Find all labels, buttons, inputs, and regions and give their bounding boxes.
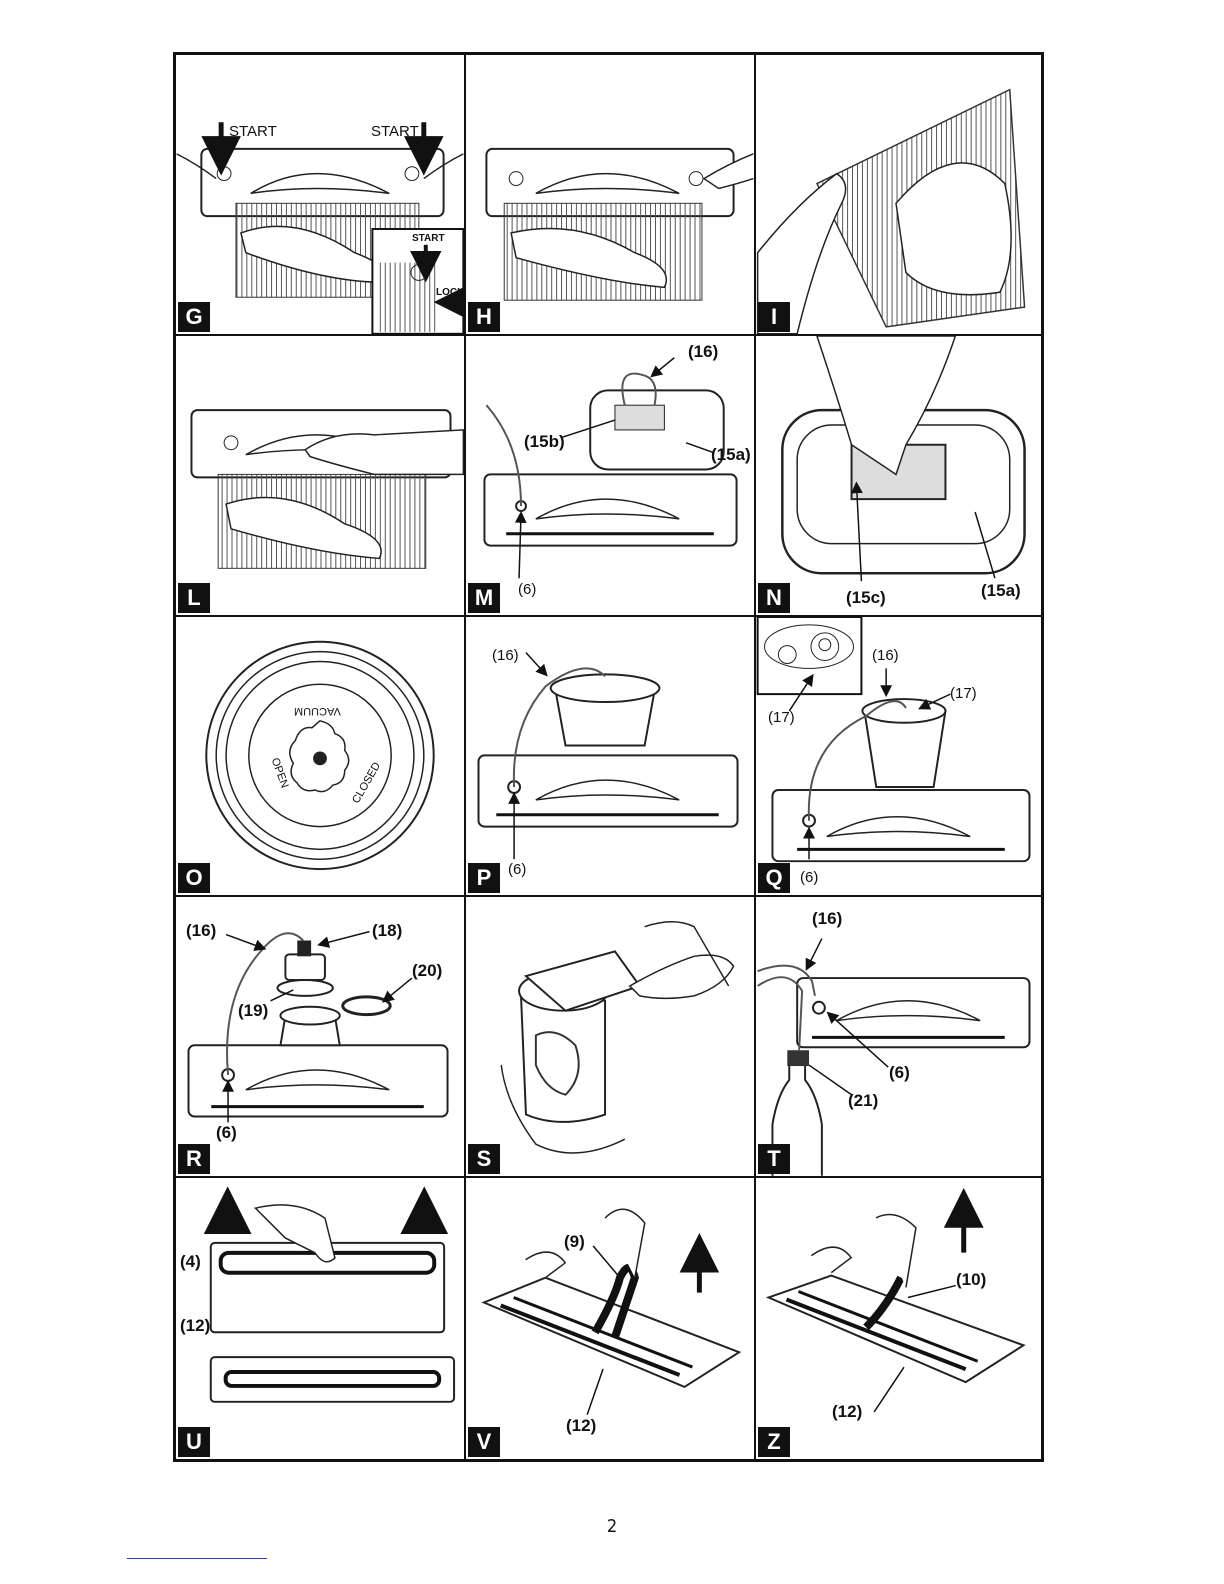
panel-z <box>756 1178 1041 1459</box>
vacuum-label: VACUUM <box>294 704 341 717</box>
panel-s-illustration <box>466 897 754 1176</box>
label-16: (16) <box>812 909 843 929</box>
label-6: (6) <box>800 868 819 886</box>
panel-i-illustration <box>756 55 1041 334</box>
label-6: (6) <box>216 1123 237 1143</box>
label-6: (6) <box>889 1063 910 1083</box>
label-9: (9) <box>564 1232 585 1252</box>
label-10: (10) <box>956 1270 987 1290</box>
label-18: (18) <box>372 921 403 941</box>
label-15c: (15c) <box>846 587 886 607</box>
panel-letter: G <box>178 302 210 332</box>
label-6: (6) <box>508 860 527 878</box>
instruction-figure-grid <box>173 52 1044 1462</box>
closed-label: CLOSED <box>350 759 384 806</box>
panel-o-illustration <box>176 617 464 896</box>
panel-letter: R <box>178 1144 210 1174</box>
panel-g-illustration <box>176 55 464 334</box>
panel-r <box>176 897 466 1178</box>
panel-h-illustration <box>466 55 754 334</box>
panel-letter: N <box>758 583 790 613</box>
label-12: (12) <box>180 1316 211 1336</box>
panel-n-illustration <box>756 336 1041 615</box>
panel-p <box>466 617 756 898</box>
panel-u <box>176 1178 466 1459</box>
inset-start-label: START <box>412 233 445 244</box>
label-19: (19) <box>238 1001 269 1021</box>
label-15a: (15a) <box>981 580 1021 600</box>
panel-h <box>466 55 756 336</box>
label-16: (16) <box>492 646 519 664</box>
panel-letter: Z <box>758 1427 790 1457</box>
panel-l <box>176 336 466 617</box>
panel-letter: I <box>758 302 790 332</box>
panel-letter: S <box>468 1144 500 1174</box>
label-17-main: (17) <box>950 684 977 702</box>
panel-letter: O <box>178 863 210 893</box>
panel-q <box>756 617 1041 898</box>
panel-i <box>756 55 1041 336</box>
panel-l-illustration <box>176 336 464 615</box>
label-15b: (15b) <box>524 431 565 451</box>
panel-letter: M <box>468 583 500 613</box>
panel-o <box>176 617 466 898</box>
panel-letter: V <box>468 1427 500 1457</box>
panel-u-illustration <box>176 1178 464 1459</box>
panel-letter: U <box>178 1427 210 1457</box>
start-label-left: START <box>229 123 277 140</box>
panel-v-illustration <box>466 1178 754 1459</box>
panel-letter: L <box>178 583 210 613</box>
panel-n <box>756 336 1041 617</box>
panel-s <box>466 897 756 1178</box>
footer-rule <box>127 1558 267 1559</box>
open-label: OPEN <box>268 755 291 790</box>
panel-letter: T <box>758 1144 790 1174</box>
panel-letter: H <box>468 302 500 332</box>
panel-t <box>756 897 1041 1178</box>
panel-v <box>466 1178 756 1459</box>
label-4: (4) <box>180 1252 201 1272</box>
label-21: (21) <box>848 1091 879 1111</box>
page-number: 2 <box>606 1516 618 1537</box>
label-12: (12) <box>566 1416 597 1436</box>
label-16: (16) <box>186 921 217 941</box>
label-16: (16) <box>688 341 719 361</box>
panel-z-illustration <box>756 1178 1041 1459</box>
start-label-right: START <box>371 123 419 140</box>
panel-t-illustration <box>756 897 1041 1176</box>
label-17-inset: (17) <box>768 708 795 726</box>
label-20: (20) <box>412 961 443 981</box>
label-12: (12) <box>832 1402 863 1422</box>
panel-letter: P <box>468 863 500 893</box>
label-16: (16) <box>872 646 899 664</box>
inset-lock-label: LOCK <box>436 287 465 298</box>
panel-m-illustration <box>466 336 754 615</box>
label-6: (6) <box>518 580 537 598</box>
panel-g <box>176 55 466 336</box>
panel-m <box>466 336 756 617</box>
panel-letter: Q <box>758 863 790 893</box>
label-15a: (15a) <box>711 444 751 464</box>
